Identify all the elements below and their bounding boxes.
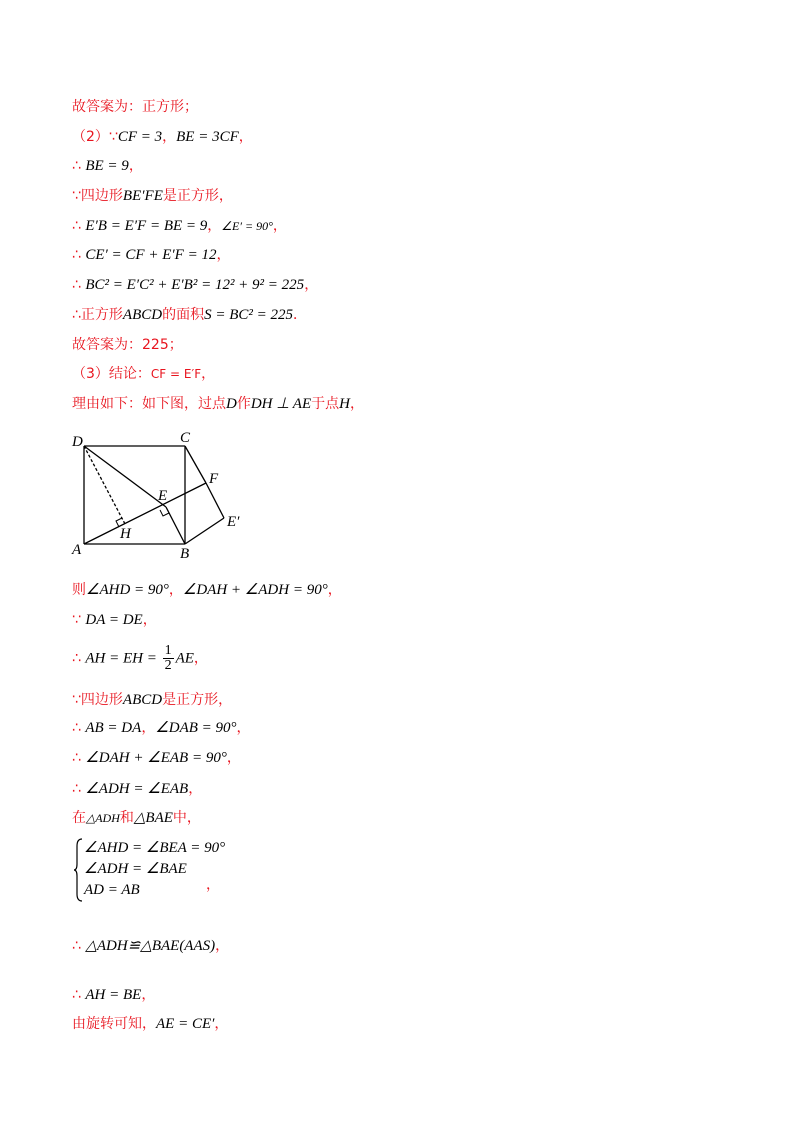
segment-fe-prime	[206, 483, 224, 518]
half-lhs: AH = EH =	[85, 650, 161, 667]
label-c: C	[180, 430, 191, 446]
text-segment: （2）∵	[72, 129, 118, 145]
system-suffix: ，	[206, 877, 220, 893]
segment-eb	[166, 507, 185, 544]
label-f: F	[209, 471, 219, 487]
label-e-prime: E′	[227, 514, 240, 530]
math-expression: CF = 3	[117, 129, 163, 145]
math-expression: ∠E′ = 90°	[221, 219, 273, 233]
answer-line-1	[72, 97, 198, 117]
text-segment: ，	[162, 129, 177, 145]
text-segment: ∴	[72, 750, 86, 766]
text-segment: 于点	[311, 396, 340, 412]
geometry-figure	[64, 428, 254, 563]
text-segment: 理由如下：如下图，过点	[72, 396, 226, 412]
text-segment: 在	[72, 810, 86, 826]
part2-square	[72, 186, 233, 206]
text-segment: ，	[207, 218, 222, 234]
segment-dh-dashed	[84, 446, 125, 524]
text-segment: 是正方形，	[162, 188, 233, 204]
math-expression: BE = 3CF	[176, 129, 239, 145]
math-expression: AH = BE	[85, 987, 142, 1003]
label-h: H	[120, 526, 131, 542]
text-segment: 则	[72, 582, 86, 598]
part3-congruent	[72, 936, 229, 956]
equation-system	[74, 838, 274, 902]
text-segment: ，	[216, 247, 231, 263]
math-expression: ∠AHD = 90°	[86, 582, 169, 598]
text-segment: ∴	[72, 218, 86, 234]
text-segment: ，	[141, 720, 156, 736]
math-expression: BE′FE	[122, 188, 163, 204]
part3-triangles	[72, 808, 201, 828]
text-segment: ，	[214, 1016, 229, 1032]
math-expression: ∠ADH = ∠EAB	[85, 781, 189, 797]
text-segment: ，	[272, 218, 287, 234]
text-segment: ∴	[72, 158, 86, 174]
part3-da-de	[72, 610, 157, 630]
part2-pythagoras	[72, 275, 318, 295]
therefore-symbol: ∴	[72, 650, 86, 667]
fraction-one-half	[163, 644, 174, 673]
text-segment: ，	[188, 781, 203, 797]
math-expression: △ADH≌△BAE(AAS)	[85, 938, 216, 954]
text-segment: ，	[236, 720, 251, 736]
half-rhs: AE	[175, 650, 194, 667]
part2-given	[72, 127, 253, 147]
part3-right-angle	[72, 580, 342, 600]
text-segment: 的面积	[162, 307, 205, 323]
text-segment: 故答案为：正方形；	[72, 99, 198, 115]
text-segment: 是正方形，	[162, 692, 233, 708]
math-expression: ∠DAH + ∠ADH = 90°	[182, 582, 328, 598]
label-b: B	[180, 546, 190, 562]
math-expression: ABCD	[122, 307, 163, 323]
math-expression: ∠DAH + ∠EAB = 90°	[85, 750, 227, 766]
math-expression: AB = DA	[85, 720, 142, 736]
part3-half	[72, 644, 208, 673]
part2-be	[72, 156, 143, 176]
segment-cf	[185, 446, 206, 483]
math-expression: DH ⊥ AE	[250, 396, 312, 412]
part3-rotation	[72, 1014, 228, 1034]
math-expression: ABCD	[122, 692, 163, 708]
answer-line-2	[72, 335, 183, 355]
text-segment: 作	[236, 396, 251, 412]
part3-ah-be	[72, 985, 155, 1005]
text-segment: ，	[215, 938, 230, 954]
part2-sides	[72, 216, 287, 236]
math-expression: ∠DAB = 90°	[155, 720, 237, 736]
part3-reason	[72, 394, 364, 414]
math-expression: AE = CE′	[156, 1016, 215, 1032]
math-expression: D	[226, 396, 237, 412]
label-e: E	[158, 488, 168, 504]
text-segment: ，	[168, 582, 183, 598]
part3-angle-equal	[72, 779, 202, 799]
text-segment: ．	[293, 307, 308, 323]
system-row-1: ∠AHD = ∠BEA = 90°	[84, 840, 226, 856]
label-d: D	[72, 434, 83, 450]
text-segment: ∵四边形	[72, 188, 123, 204]
math-expression: DA = DE	[85, 612, 143, 628]
text-segment: ∴	[72, 247, 86, 263]
part2-area	[72, 305, 307, 325]
text-segment: ，	[226, 750, 241, 766]
text-segment: ∴	[72, 720, 86, 736]
part3-square	[72, 690, 232, 710]
text-segment: ，	[141, 987, 156, 1003]
text-segment: 和	[119, 810, 134, 826]
text-segment: ∴	[72, 277, 86, 293]
math-expression: BC² = E′C² + E′B² = 12² + 9² = 225	[85, 277, 305, 293]
math-expression: E′B = E′F = BE = 9	[85, 218, 208, 234]
text-segment: ∴	[72, 781, 86, 797]
text-segment: ，	[142, 612, 157, 628]
text-segment: ，	[304, 277, 319, 293]
text-segment: CF = E′F	[150, 367, 202, 381]
math-expression: BE = 9	[85, 158, 129, 174]
part3-ab-da	[72, 718, 251, 738]
fraction-numerator: 1	[164, 643, 172, 658]
text-segment: ∴	[72, 938, 86, 954]
text-segment: ∴	[72, 987, 86, 1003]
text-segment: 由旋转可知，	[72, 1016, 156, 1032]
text-segment: ∴正方形	[72, 307, 123, 323]
part3-angle-sum	[72, 748, 241, 768]
text-segment: ，	[128, 158, 143, 174]
label-a: A	[72, 542, 82, 558]
part2-ce	[72, 245, 230, 265]
text-segment: ∵	[72, 612, 86, 628]
text-segment: ，	[327, 582, 342, 598]
system-row-3: AD = AB	[84, 882, 140, 898]
left-brace	[74, 838, 84, 902]
math-expression: △BAE	[133, 810, 173, 826]
math-expression: S = BC² = 225	[204, 307, 294, 323]
segment-de	[84, 446, 166, 507]
system-row-2: ∠ADH = ∠BAE	[84, 861, 187, 877]
text-segment: ，	[238, 129, 253, 145]
fraction-denominator: 2	[164, 658, 172, 673]
text-segment: 中，	[172, 810, 201, 826]
math-expression: H	[339, 396, 350, 412]
math-expression: △ADH	[86, 811, 120, 825]
text-segment: 故答案为：225；	[72, 337, 183, 353]
text-segment: ∵四边形	[72, 692, 123, 708]
half-suffix: ，	[193, 650, 208, 667]
text-segment: ，	[201, 366, 216, 382]
part3-conclusion	[72, 364, 215, 384]
segment-e-prime-b	[185, 518, 224, 544]
text-segment: ，	[349, 396, 364, 412]
text-segment: （3）结论：	[72, 366, 151, 382]
math-expression: CE′ = CF + E′F = 12	[85, 247, 217, 263]
